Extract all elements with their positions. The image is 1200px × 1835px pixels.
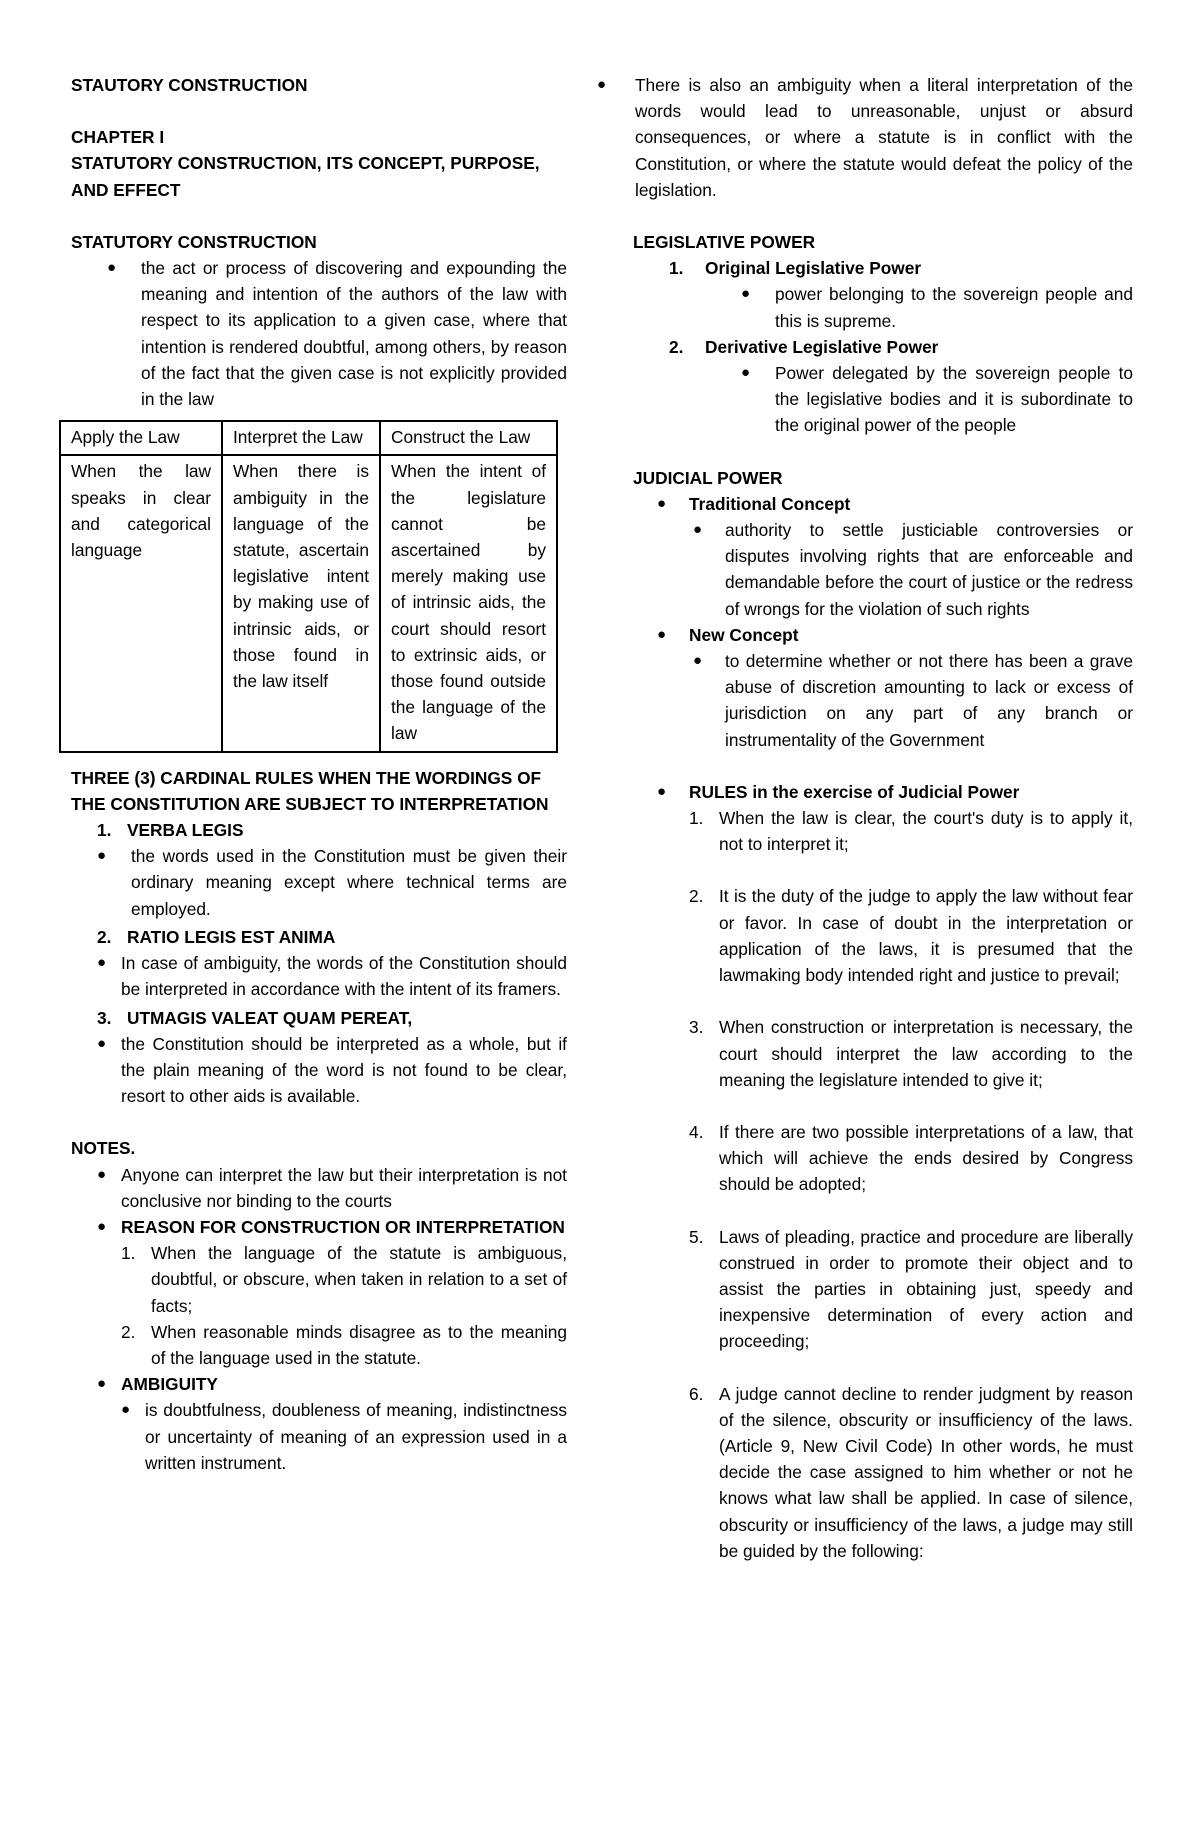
bullet-icon: ● (657, 625, 667, 643)
table-cell: When the intent of the legislature cannot be ascertained by merely making use of intrinsic aids, the court should resort to extrinsic aids, or those found outside the language of the law (380, 455, 557, 751)
list-number: 1. (97, 820, 112, 841)
list-item (537, 72, 1133, 203)
legislative-type-title: Original Legislative Power (705, 258, 922, 279)
rule-text: If there are two possible interpretations of a law, that which will achieve the ends desired by Congress should be adopted; (719, 1121, 1133, 1195)
bullet-icon: ● (741, 364, 751, 382)
list-number: 3. (689, 1017, 704, 1038)
list-number: 1. (121, 1243, 136, 1264)
list-item (71, 255, 567, 412)
rule-text: When construction or interpretation is necessary, the court should interpret the law according to the meaning the legislature intended to give it; (719, 1017, 1133, 1090)
list-item (71, 1240, 567, 1319)
list-item (71, 1031, 567, 1110)
ambiguity-definition: is doubtfulness, doubleness of meaning, indistinctness or uncertainty of meaning of an expression used in a written instrument. (145, 1400, 567, 1473)
rule-text: In case of ambiguity, the words of the Constitution should be interpreted in accordance with the intent of its framers. (121, 953, 567, 1000)
list-item (633, 622, 1133, 648)
rule-text: the words used in the Constitution must be given their ordinary meaning except where technical terms are employed. (131, 846, 567, 919)
table-cell: When the law speaks in clear and categorical language (60, 455, 222, 751)
list-item (633, 1381, 1133, 1564)
list-number: 1. (669, 258, 684, 279)
table-row (60, 455, 557, 751)
ambiguity-more-text: There is also an ambiguity when a literal interpretation of the words would lead to unreasonable, unjust or absurd consequences, or where a statute is in conflict with the Constitution, or where the statute would defeat the policy of the legislation. (635, 75, 1133, 200)
section-heading-statutory-construction: STATUTORY CONSTRUCTION (71, 231, 317, 252)
rule-text: the Constitution should be interpreted as a whole, but if the plain meaning of the word is not found to be clear, resort to other aids is available. (121, 1033, 567, 1107)
list-item (633, 1224, 1133, 1355)
legislative-type-title: Derivative Legislative Power (705, 336, 939, 357)
list-item (71, 1371, 567, 1397)
list-item (633, 517, 1133, 622)
bullet-icon: ● (693, 521, 703, 539)
bullet-icon: ● (121, 1401, 131, 1419)
right-column (597, 72, 1133, 1564)
section-heading-notes: NOTES. (71, 1138, 136, 1159)
bullet-icon: ● (97, 1375, 107, 1393)
bullet-icon: ● (657, 782, 667, 800)
list-item (633, 255, 1133, 281)
list-item (633, 360, 1133, 439)
list-item (71, 843, 567, 922)
list-number: 4. (689, 1121, 704, 1142)
bullet-icon: ● (107, 259, 117, 277)
bullet-icon: ● (97, 1217, 107, 1235)
concept-text: to determine whether or not there has been a grave abuse of discretion amounting to lack or excess of jurisdiction on any part of any branch or instrumentality of the Government (725, 651, 1133, 750)
table-cell: When there is ambiguity in the language of the statute, ascertain legislative intent by making use of intrinsic aids, or those found in the law itself (222, 455, 380, 751)
legislative-type-text: power belonging to the sovereign people and this is supreme. (775, 284, 1133, 331)
table-header-row (60, 421, 557, 455)
rule-title: UTMAGIS VALEAT QUAM PEREAT, (127, 1007, 413, 1028)
table-header-cell: Construct the Law (380, 421, 557, 455)
left-column (71, 72, 567, 1476)
list-number: 2. (121, 1321, 136, 1342)
list-item (71, 924, 567, 950)
bullet-icon: ● (97, 1034, 107, 1052)
list-item (633, 648, 1133, 753)
reason-text: When reasonable minds disagree as to the meaning of the language used in the statute. (151, 1321, 567, 1368)
table-header-cell: Apply the Law (60, 421, 222, 455)
reason-text: When the language of the statute is ambiguous, doubtful, or obscure, when taken in relation to a set of facts; (151, 1243, 567, 1316)
reason-heading: REASON FOR CONSTRUCTION OR INTERPRETATION (121, 1216, 565, 1237)
list-item (633, 1014, 1133, 1093)
list-item (633, 491, 1133, 517)
section-heading-judicial-power: JUDICIAL POWER (633, 467, 783, 488)
list-number: 6. (689, 1383, 704, 1404)
list-item (633, 779, 1133, 805)
note-text: Anyone can interpret the law but their interpretation is not conclusive nor binding to the courts (121, 1164, 567, 1211)
bullet-icon: ● (657, 494, 667, 512)
list-item (71, 1319, 567, 1371)
list-number: 2. (97, 926, 112, 947)
list-item (71, 1005, 567, 1031)
rule-text: A judge cannot decline to render judgment by reason of the silence, obscurity or insufficiency of the laws. (Article 9, New Civil Code) In other words, he must decide the case assigned to him whether or not he knows what law shall be applied. In case of silence, obscurity or insufficiency of the laws, a judge may still be guided by the following: (719, 1383, 1133, 1561)
list-number: 3. (97, 1007, 112, 1028)
list-item (633, 805, 1133, 857)
document-title: STAUTORY CONSTRUCTION (71, 75, 308, 95)
legislative-type-text: Power delegated by the sovereign people to the legislative bodies and it is subordinate to the original power of the people (775, 363, 1133, 436)
bullet-icon: ● (597, 76, 607, 93)
chapter-title: STATUTORY CONSTRUCTION, ITS CONCEPT, PURPOSE, AND EFFECT (71, 153, 540, 200)
list-item (71, 817, 567, 843)
bullet-icon: ● (97, 847, 107, 865)
list-item (71, 1162, 567, 1214)
ambiguity-heading: AMBIGUITY (121, 1374, 218, 1395)
rule-text: Laws of pleading, practice and procedure are liberally construed in order to promote their object and to assist the parties in obtaining just, speedy and inexpensive determination of every action and proceeding; (719, 1226, 1133, 1352)
rule-text: When the law is clear, the court's duty is to apply it, not to interpret it; (719, 808, 1133, 855)
concept-text: authority to settle justiciable controversies or disputes involving rights that are enforceable and demandable before the court of justice or the redress of wrongs for the violation of such rights (725, 520, 1133, 619)
list-item (71, 1397, 567, 1476)
chapter-label: CHAPTER I (71, 127, 165, 148)
list-item (71, 950, 567, 1002)
list-number: 2. (669, 336, 684, 357)
section-heading-cardinal-rules: THREE (3) CARDINAL RULES WHEN THE WORDINGS OF THE CONSTITUTION ARE SUBJECT TO INTERPRETATION (71, 767, 549, 814)
list-number: 1. (689, 808, 704, 829)
bullet-icon: ● (97, 954, 107, 972)
rule-title: VERBA LEGIS (127, 820, 244, 841)
list-item (633, 334, 1133, 360)
bullet-icon: ● (97, 1165, 107, 1183)
comparison-table (59, 420, 558, 752)
concept-title: Traditional Concept (689, 493, 851, 514)
section-heading-legislative-power: LEGISLATIVE POWER (633, 232, 816, 253)
list-number: 2. (689, 886, 704, 907)
table-header-cell: Interpret the Law (222, 421, 380, 455)
bullet-icon: ● (741, 285, 751, 303)
concept-title: New Concept (689, 624, 799, 645)
list-item (633, 1119, 1133, 1198)
definition-text: the act or process of discovering and expounding the meaning and intention of the authors of the law with respect to its application to a given case, where that intention is rendered doubtful, among others, by reason of the fact that the given case is not explicitly provided in the law (141, 258, 567, 410)
list-item (633, 281, 1133, 333)
list-item (633, 883, 1133, 988)
list-item (71, 1214, 567, 1240)
rule-title: RATIO LEGIS EST ANIMA (127, 926, 336, 947)
rules-title: RULES in the exercise of Judicial Power (689, 781, 1020, 802)
bullet-icon: ● (693, 652, 703, 670)
list-number: 5. (689, 1226, 704, 1247)
rule-text: It is the duty of the judge to apply the law without fear or favor. In case of doubt in the interpretation or application of the laws, it is presumed that the lawmaking body intended right and justice to prevail; (719, 886, 1133, 986)
